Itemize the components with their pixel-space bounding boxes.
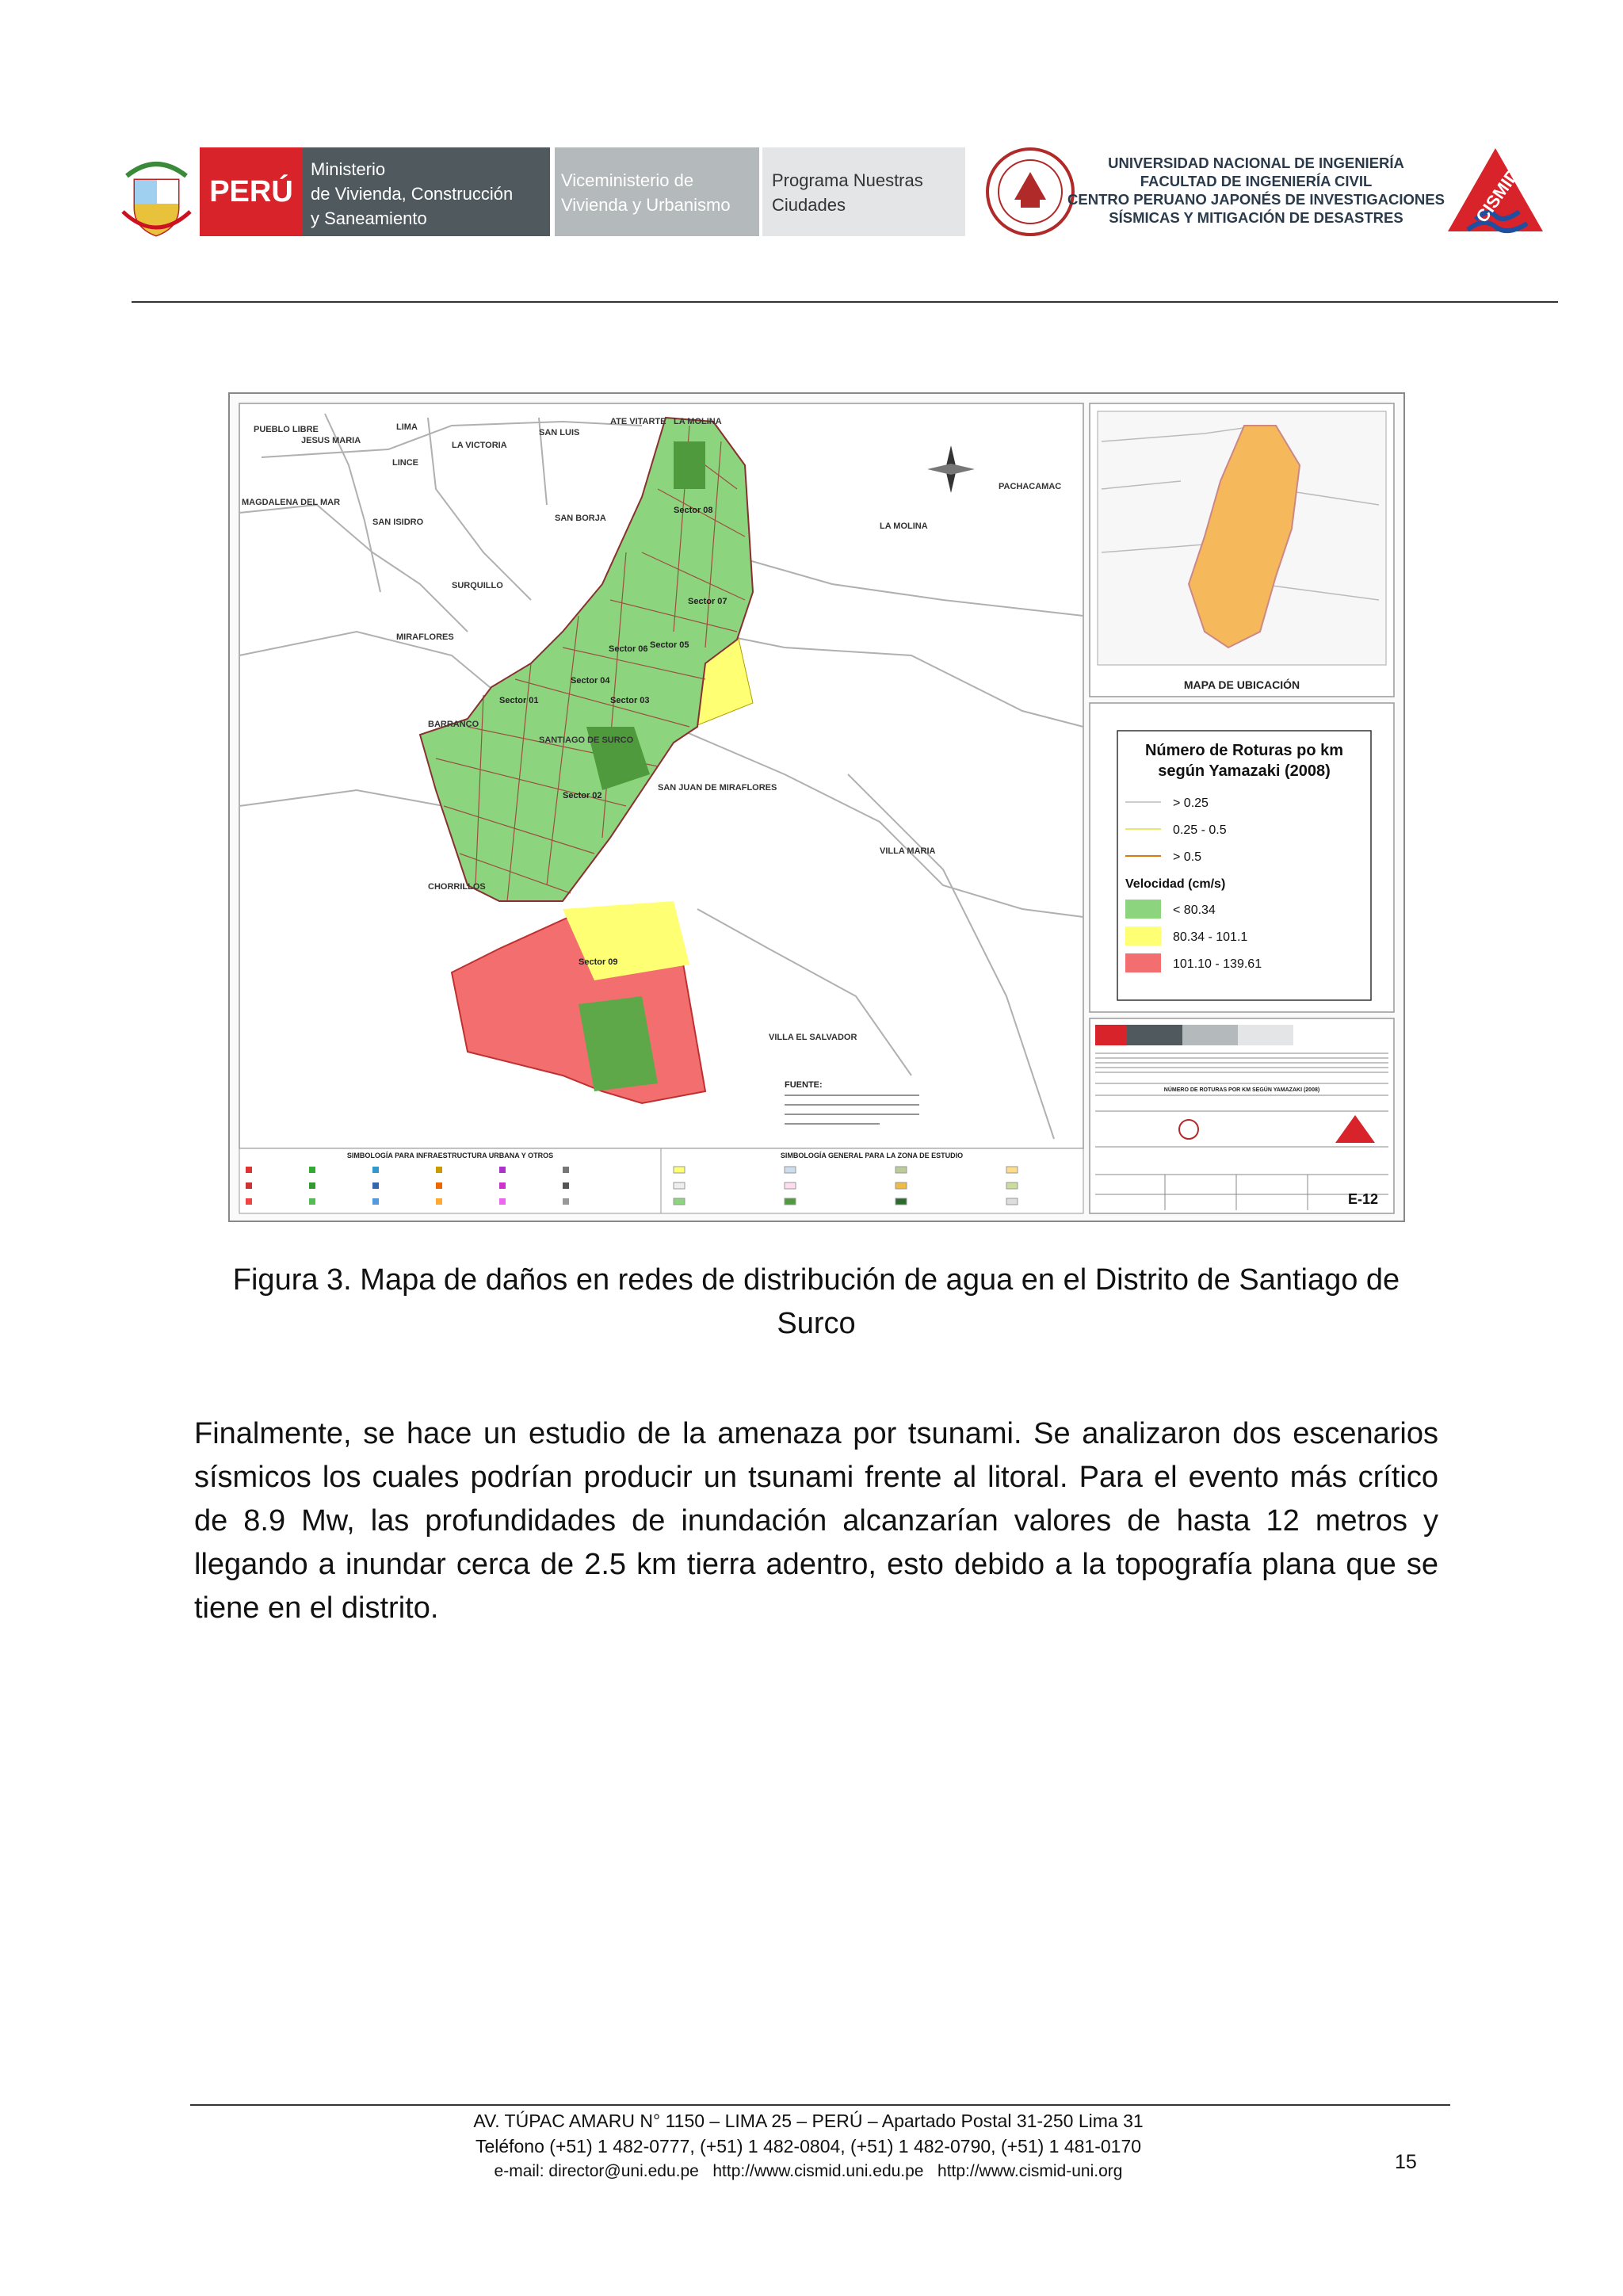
sector-label: Sector 08 [674, 506, 713, 515]
legend-velocity-label: < 80.34 [1173, 904, 1216, 917]
ministry-box [303, 147, 550, 236]
sector-label: Sector 09 [579, 957, 618, 967]
sector-label: Sector 04 [571, 676, 610, 686]
university-name-block [1054, 154, 1458, 227]
sector-label: Sector 06 [609, 644, 648, 654]
header-divider [132, 301, 1558, 303]
body-paragraph: Finalmente, se hace un estudio de la amenaza por tsunami. Se analizaron dos escenarios sísmicos los cuales podrían producir un tsunami frente al litoral. Para el evento más crítico de 8.9 Mw, las profundidades de inundación alcanzarían valores de hasta 12 metros y llegando a inundar cerca de 2.5 km tierra adentro, esto debido a la topografía plana que se tiene en el distrito. [194, 1417, 1438, 1625]
district-label: JESUS MARIA [301, 436, 361, 445]
ministry-line: Ministerio [311, 159, 386, 179]
district-label: SANTIAGO DE SURCO [539, 735, 634, 745]
district-label: LINCE [392, 458, 418, 468]
source-label: FUENTE: [785, 1080, 823, 1090]
university-line: FACULTAD DE INGENIERÍA CIVIL [1140, 173, 1373, 189]
district-label: SURQUILLO [452, 581, 503, 590]
location-map-title: MAPA DE UBICACIÓN [1183, 678, 1300, 691]
ministry-line: de Vivienda, Construcción [311, 184, 514, 204]
legend-velocity-swatch [1125, 926, 1161, 946]
map-figure [230, 394, 1403, 1221]
legend-line-label: > 0.5 [1173, 850, 1202, 864]
district-label: LA MOLINA [880, 521, 928, 531]
university-line: CENTRO PERUANO JAPONÉS DE INVESTIGACIONES [1067, 191, 1445, 208]
district-label: PACHACAMAC [999, 482, 1062, 491]
legend-line-label: > 0.25 [1173, 797, 1209, 810]
district-label: LA MOLINA [674, 417, 722, 426]
cismid-label: CISMID [1472, 165, 1523, 227]
university-line: SÍSMICAS Y MITIGACIÓN DE DESASTRES [1109, 209, 1403, 226]
district-label: BARRANCO [428, 720, 479, 729]
legend-velocity-label: 101.10 - 139.61 [1173, 957, 1262, 971]
footer-divider [190, 2104, 1450, 2106]
district-label: VILLA EL SALVADOR [769, 1033, 857, 1042]
district-label: ATE VITARTE [610, 417, 666, 426]
district-label: PUEBLO LIBRE [254, 425, 319, 434]
district-label: SAN BORJA [555, 514, 606, 523]
district-label: VILLA MARIA [880, 846, 936, 856]
page-number: 15 [1395, 2151, 1417, 2173]
program-line: Programa Nuestras [772, 170, 923, 190]
figure-caption: Figura 3. Mapa de daños en redes de distribución de agua en el Distrito de Santiago de Surco [232, 1263, 1400, 1340]
sheet-code: E-12 [1347, 1191, 1379, 1207]
district-label: LIMA [396, 422, 418, 432]
district-label: MIRAFLORES [396, 632, 454, 642]
legend-title-line: según Yamazaki (2008) [1158, 762, 1331, 780]
cismid-logo-icon [1444, 144, 1547, 239]
district-label: LA VICTORIA [452, 441, 507, 450]
viceministry-box [555, 147, 759, 236]
legend-velocity-title: Velocidad (cm/s) [1125, 877, 1226, 891]
legend-velocity-swatch [1125, 953, 1161, 972]
legend-line-label: 0.25 - 0.5 [1173, 823, 1227, 837]
symbology-left-title: SIMBOLOGÍA PARA INFRAESTRUCTURA URBANA Y OTROS [346, 1152, 554, 1159]
title-block [1090, 1018, 1394, 1213]
sheet-title: NÚMERO DE ROTURAS POR KM SEGÚN YAMAZAKI (2008) [1163, 1087, 1320, 1093]
sector-label: Sector 05 [650, 640, 689, 650]
program-line: Ciudades [772, 195, 846, 215]
district-label: MAGDALENA DEL MAR [242, 498, 341, 507]
sector-label: Sector 02 [563, 791, 602, 800]
peru-coat-of-arms-icon [119, 152, 194, 239]
district-label: SAN JUAN DE MIRAFLORES [658, 783, 777, 793]
ministry-line: y Saneamiento [311, 208, 427, 228]
footer-email-label: e-mail: [494, 2162, 544, 2180]
peru-label: PERÚ [209, 174, 293, 208]
program-box [762, 147, 965, 236]
sector-label: Sector 07 [688, 597, 727, 606]
district-label: SAN LUIS [539, 428, 580, 437]
legend-velocity-swatch [1125, 900, 1161, 919]
footer-url-link[interactable]: http://www.cismid-uni.org [938, 2162, 1123, 2180]
district-label: SAN ISIDRO [372, 518, 424, 527]
vice-line: Viceministerio de [561, 170, 694, 190]
footer-phones: Teléfono (+51) 1 482-0777, (+51) 1 482-0804, (+51) 1 482-0790, (+51) 1 481-0170 [475, 2136, 1142, 2157]
sector-label: Sector 03 [610, 696, 650, 705]
footer [238, 2108, 1379, 2184]
sector-label: Sector 01 [499, 696, 539, 705]
legend-velocity-label: 80.34 - 101.1 [1173, 930, 1248, 944]
university-line: UNIVERSIDAD NACIONAL DE INGENIERÍA [1108, 155, 1404, 171]
legend-title-line: Número de Roturas po km [1144, 742, 1344, 759]
peru-brand-box [200, 147, 303, 236]
park-area [674, 441, 705, 489]
symbology-right-title: SIMBOLOGÍA GENERAL PARA LA ZONA DE ESTUDIO [780, 1152, 964, 1159]
footer-address: AV. TÚPAC AMARU N° 1150 – LIMA 25 – PERÚ – Apartado Postal 31-250 Lima 31 [473, 2111, 1144, 2131]
vice-line: Vivienda y Urbanismo [561, 195, 731, 215]
footer-email-link[interactable]: director@uni.edu.pe [548, 2162, 699, 2180]
district-label: CHORRILLOS [428, 882, 486, 892]
footer-url-link[interactable]: http://www.cismid.uni.edu.pe [712, 2162, 924, 2180]
